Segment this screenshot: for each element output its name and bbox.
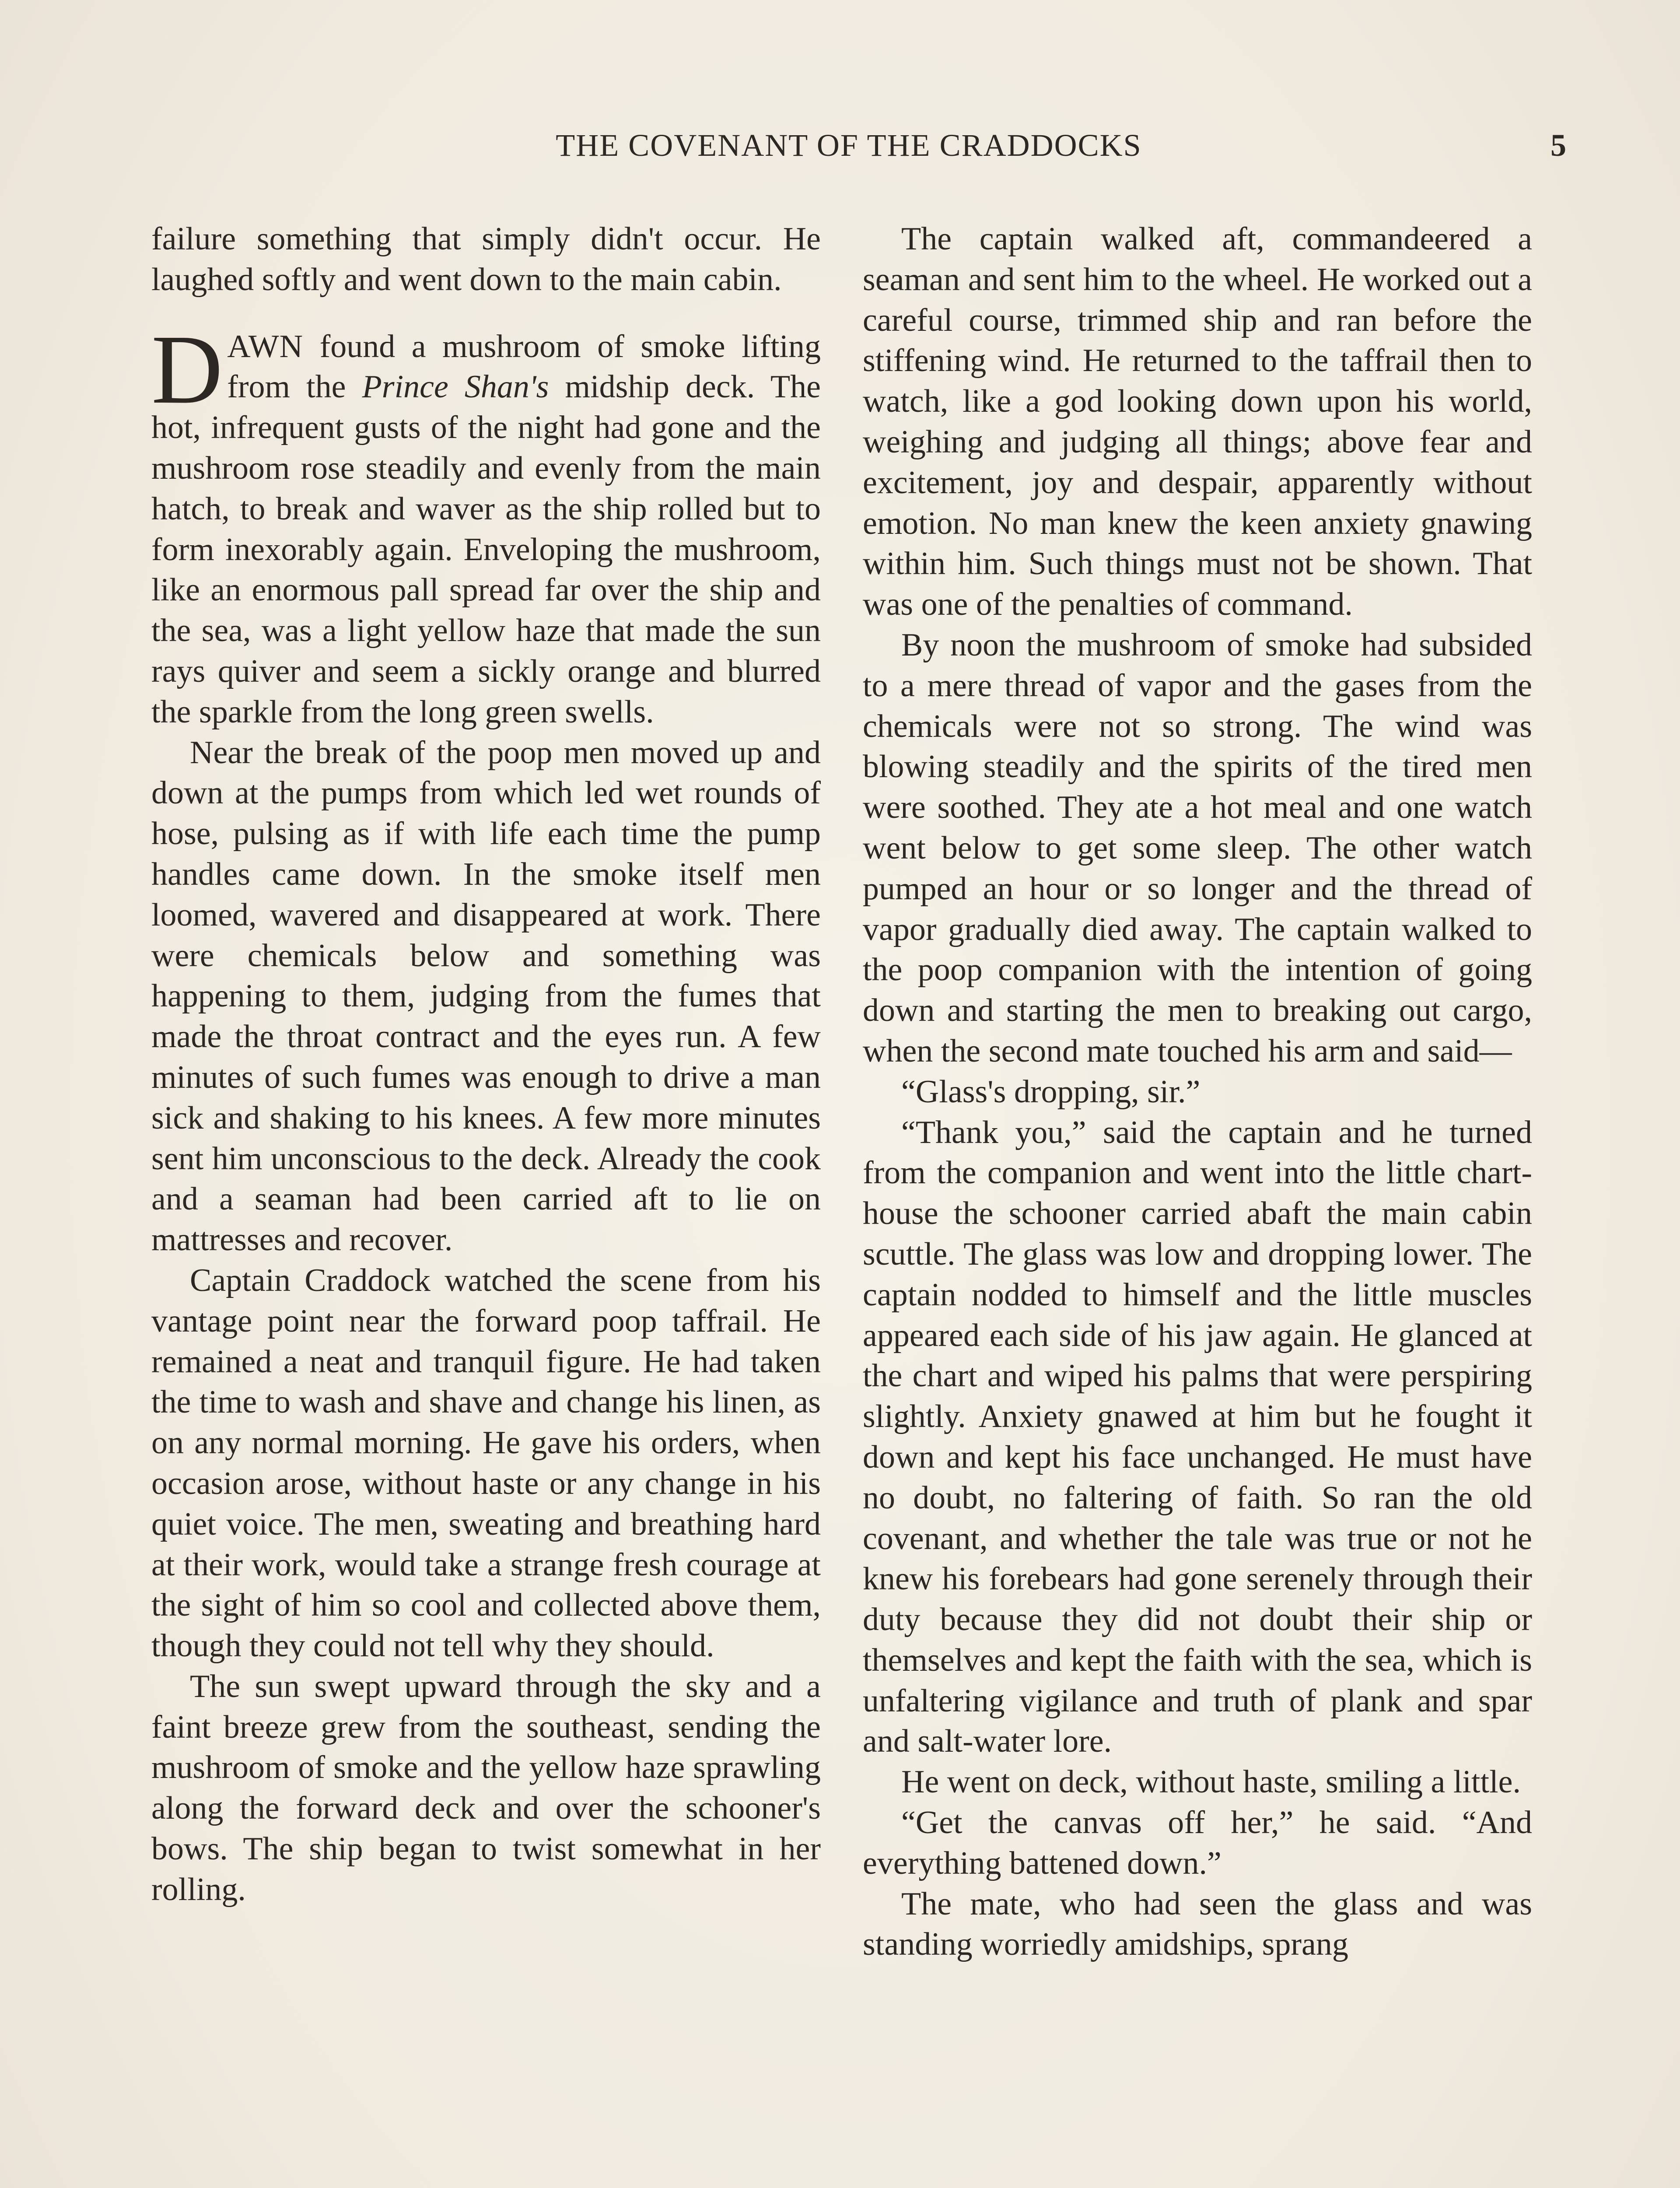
right-column	[863, 219, 1532, 1965]
left-column	[151, 219, 821, 1910]
paragraph: “Glass's dropping, sir.”	[901, 1073, 1200, 1110]
paragraph: “Get the canvas off her,” he said. “And everything battened down.”	[863, 1805, 1532, 1881]
ship-name-italic: Prince Shan's	[362, 369, 549, 405]
drop-cap: D	[151, 314, 223, 424]
page-number: 5	[1550, 128, 1566, 163]
paragraph: The mate, who had seen the glass and was standing worriedly amidships, sprang	[863, 1886, 1532, 1963]
smallcaps-lead: AWN	[227, 328, 304, 365]
paragraph-dropcap	[151, 314, 821, 733]
paragraph: “Thank you,” said the captain and he turned from the companion and went into the little chart-house the schooner carried abaft the main cabin scuttle. The glass was low and dropping lower. The captain nodded to himself and the little muscles appeared each side of his jaw again. He glanced at the chart and wiped his palms that were perspiring slightly. Anxiety gnawed at him but he fought it down and kept his face unchanged. He must have no doubt, no faltering of faith. So ran the old covenant, and whether the tale was true or not he knew his forebears had gone serenely through their duty because they did not doubt their ship or themselves and kept the faith with the sea, which is unfaltering vigilance and truth of plank and spar and salt-water lore.	[863, 1114, 1532, 1760]
running-header: THE COVENANT OF THE CRADDOCKS	[556, 128, 1142, 163]
paragraph: The captain walked aft, commandeered a seaman and sent him to the wheel. He worked out a careful course, trimmed ship and ran before the stiffening wind. He returned to the taffrail then to watch, like a god looking down upon his world, weighing and judging all things; above fear and excitement, joy and despair, apparently without emotion. No man knew the keen anxiety gnawing within him. Such things must not be shown. That was one of the penalties of command.	[863, 221, 1532, 623]
paragraph: By noon the mushroom of smoke had subsided to a mere thread of vapor and the gases from the chemicals were not so strong. The wind was blowing steadily and the spirits of the tired men were soothed. They ate a hot meal and one watch went below to get some sleep. The other watch pumped an hour or so longer and the thread of vapor gradually died away. The captain walked to the poop companion with the intention of going down and starting the men to breaking out cargo, when the second mate touched his arm and said—	[863, 627, 1532, 1069]
paragraph: He went on deck, without haste, smiling a little.	[901, 1764, 1521, 1800]
paragraph: Near the break of the poop men moved up and down at the pumps from which led wet rounds of hose, pulsing as if with life each time the pump handles came down. In the smoke itself men loomed, wavered and disappeared at work. There were chemicals below and something was happening to them, judging from the fumes that made the throat contract and the eyes run. A few minutes of such fumes was enough to drive a man sick and shaking to his knees. A few more minutes sent him unconscious to the deck. Already the cook and a seaman had been carried aft to lie on mattresses and recover.	[151, 734, 821, 1258]
paragraph: failure something that simply didn't occur. He laughed softly and went down to the main cabin.	[151, 221, 821, 298]
text-span: found a mushroom of smoke lifting from the	[227, 328, 821, 405]
paragraph: The sun swept upward through the sky and a faint breeze grew from the southeast, sending the mushroom of smoke and the yellow haze sprawling along the forward deck and over the schooner's bows. The ship began to twist somewhat in her rolling.	[151, 1668, 821, 1907]
paragraph: Captain Craddock watched the scene from his vantage point near the forward poop taffrail. He remained a neat and tranquil figure. He had taken the time to wash and shave and change his linen, as on any normal morning. He gave his orders, when occasion arose, without haste or any change in his quiet voice. The men, sweating and breathing hard at their work, would take a strange fresh courage at the sight of him so cool and collected above them, though they could not tell why they should.	[151, 1262, 821, 1664]
text-span: midship deck. The hot, infrequent gusts of the night had gone and the mushroom rose steadily and evenly from the main hatch, to break and waver as the ship rolled but to form inexorably again. Enveloping the mushroom, like an enormous pall spread far over the ship and the sea, was a light yellow haze that made the sun rays quiver and seem a sickly orange and blurred the sparkle from the long green swells.	[151, 369, 821, 730]
